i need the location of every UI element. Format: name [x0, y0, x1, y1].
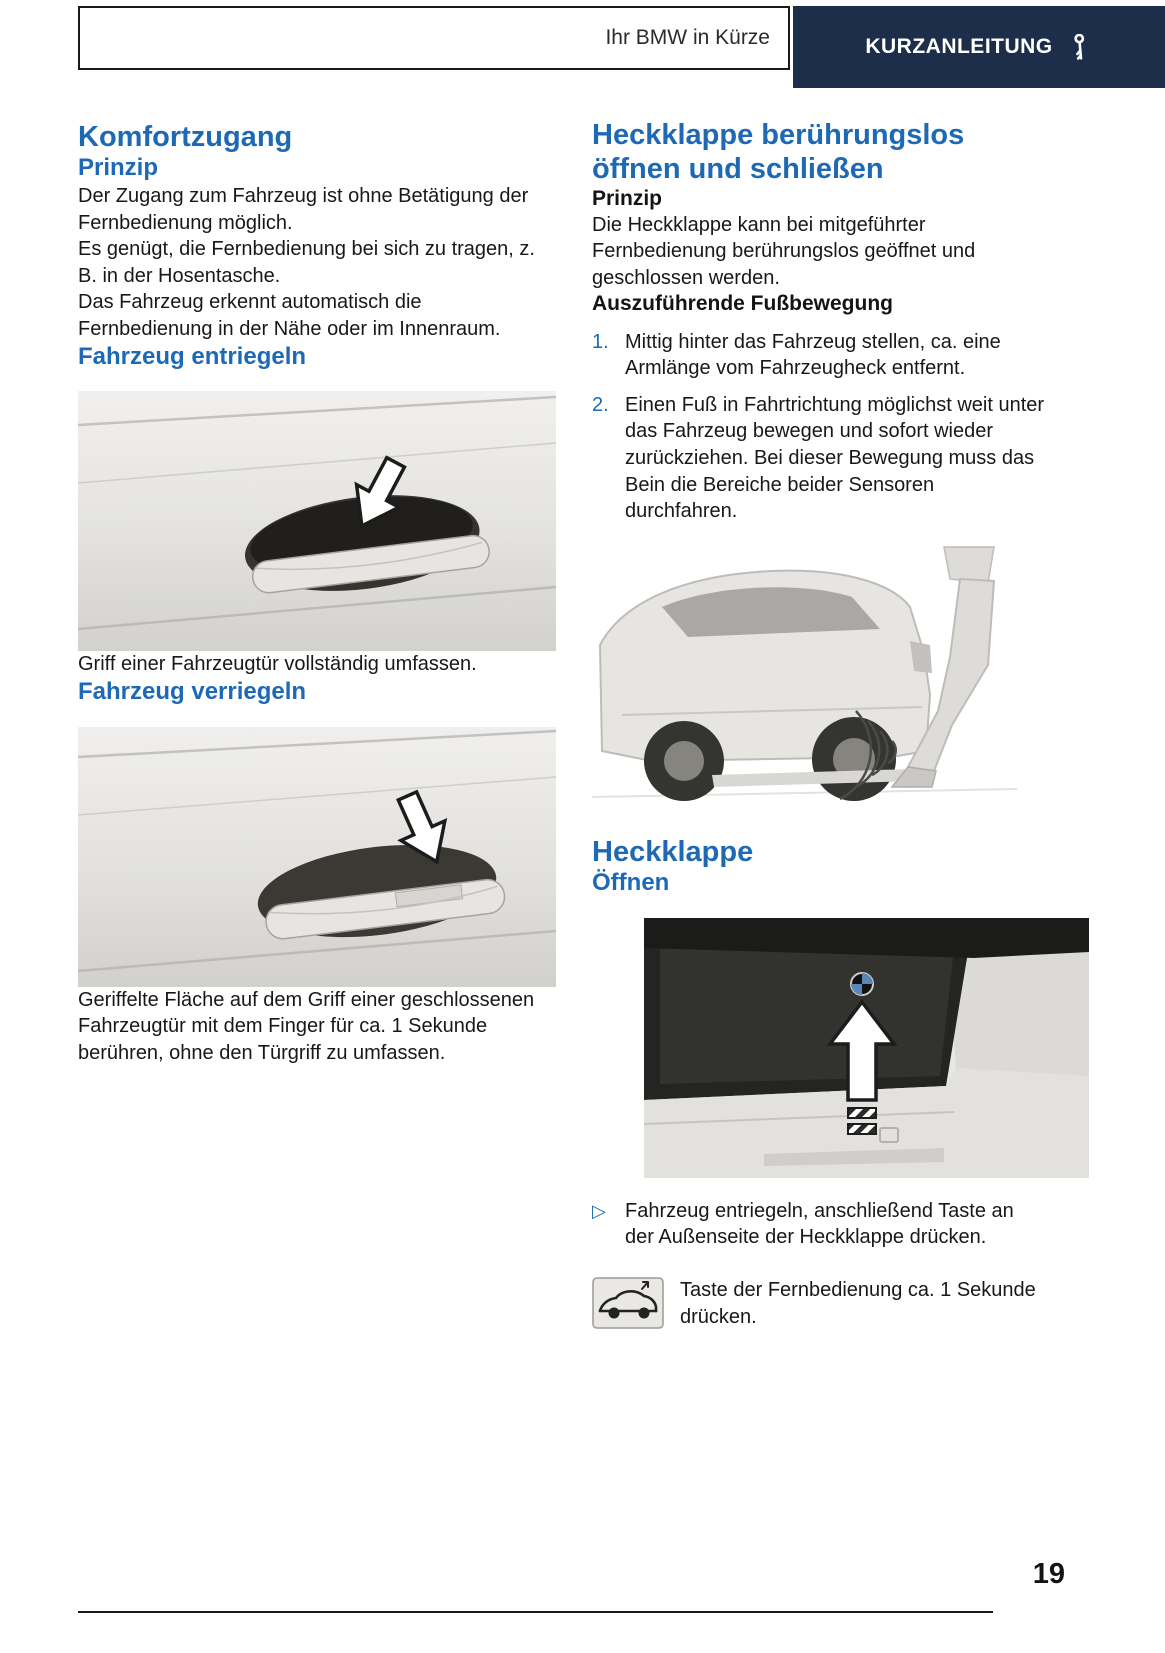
figure-caption: Geriffelte Fläche auf dem Griff einer geschlossenen Fahrzeugtür mit dem Finger für ca. 1 Sekunde berühren, ohne den Türgriff zu umfassen. [78, 988, 535, 1064]
chapter-box [78, 6, 790, 70]
car-remote-button-icon [592, 1277, 664, 1329]
triangle-bullet-icon: ▷ [592, 1200, 606, 1221]
heading-prinzip-left: Prinzip [78, 154, 159, 182]
bullet-text: Fahrzeug entriegeln, anschließend Taste an der Außenseite der Heckklappe drücken. [625, 1199, 1014, 1249]
numbered-list [592, 329, 1092, 525]
page-header [0, 6, 1165, 90]
chapter-title: Ihr BMW in Kürze [605, 26, 770, 49]
foot-sensor-illustration [592, 545, 1017, 805]
list-item [592, 329, 1092, 382]
section-title-heckklappe: Heckklappe [592, 835, 754, 868]
heading-fussbewegung: Auszuführende Fußbewegung [592, 292, 893, 316]
remote-note [592, 1277, 1092, 1330]
list-item [592, 392, 1092, 525]
figure-caption: Griff einer Fahrzeugtür vollständig umfassen. [78, 653, 477, 676]
list-text: Mittig hinter das Fahrzeug stellen, ca. eine Armlänge vom Fahrzeugheck entfernt. [625, 330, 1001, 380]
key-icon [1067, 34, 1093, 60]
door-handle-unlock-illustration [78, 391, 556, 651]
footer-rule [78, 1611, 993, 1613]
section-title-heckklappe-beruehrungslos: Heckklappe berührungslos öffnen und schließen [592, 119, 965, 186]
list-text: Einen Fuß in Fahrtrichtung möglichst weit unter das Fahrzeug bewegen und sofort wieder zurückziehen. Bei dieser Bewegung muss das Bein die Bereiche beider Sensoren durchfahren. [625, 393, 1045, 523]
remote-note-text: Taste der Fernbedienung ca. 1 Sekunde drücken. [680, 1278, 1036, 1328]
paragraph: Der Zugang zum Fahrzeug ist ohne Betätigung der Fernbedienung möglich. [78, 185, 529, 234]
right-column [592, 88, 1092, 1330]
heading-fahrzeug-verriegeln: Fahrzeug verriegeln [78, 677, 307, 705]
heading-prinzip-right: Prinzip [592, 187, 663, 211]
paragraph: Die Heckklappe kann bei mitgeführter Fernbedienung berührungslos geöffnet und geschlossen werden. [592, 213, 976, 289]
bullet-item [592, 1198, 1092, 1251]
tailgate-open-illustration [644, 918, 1089, 1178]
list-number: 1. [592, 330, 609, 353]
section-title-komfortzugang: Komfortzugang [78, 121, 293, 153]
section-banner [793, 6, 1165, 88]
left-column [78, 88, 556, 1330]
heading-fahrzeug-entriegeln: Fahrzeug entriegeln [78, 342, 307, 370]
paragraph: Das Fahrzeug erkennt automatisch die Fernbedienung in der Nähe oder im Innenraum. [78, 291, 501, 340]
content-columns [78, 88, 1092, 1330]
door-handle-lock-illustration [78, 727, 556, 987]
banner-label: KURZANLEITUNG [865, 35, 1053, 58]
heading-oeffnen: Öffnen [592, 868, 670, 896]
list-number: 2. [592, 393, 609, 416]
paragraph: Es genügt, die Fernbedienung bei sich zu tragen, z. B. in der Hosentasche. [78, 238, 535, 287]
page-number: 19 [1032, 1558, 1065, 1590]
